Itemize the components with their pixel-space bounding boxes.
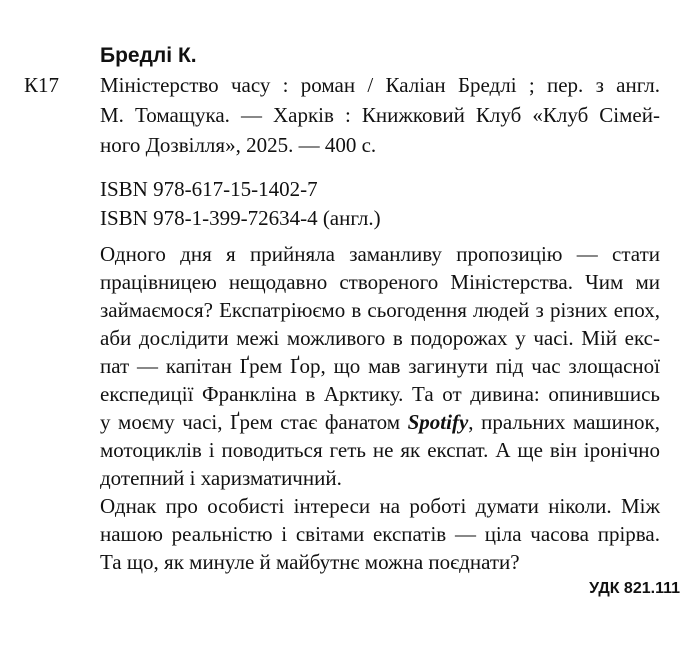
annotation-p1-line-9: дотепний і харизматичний.	[100, 466, 342, 490]
annotation-p1-line-5: пат — капітан Ґрем Ґор, що мав загинути під час злощасної	[100, 354, 660, 378]
annotation-p1-line-8: мотоциклів і поводиться геть не як експат. А ще він іронічно	[100, 438, 660, 462]
biblio-line-2: М. Томащука. — Харків : Книжковий Клуб «Клуб Сімей-	[100, 103, 660, 127]
annotation-p1-line-3: займаємося? Експатріюємо в сьогодення людей з різних епох,	[100, 298, 660, 322]
author-heading: Бредлі К.	[100, 44, 197, 67]
annotation-p2-line-1: Однак про особисті інтереси на роботі думати ніколи. Між	[100, 494, 660, 518]
annotation-p1-line-7	[100, 408, 660, 436]
udk-code: УДК 821.111	[589, 580, 680, 597]
annotation-p1-line-2: працівницею нещодавно створеного Міністерства. Чим ми	[100, 270, 660, 294]
annotation-p1-line-7-after: , пральних машинок,	[468, 410, 661, 434]
annotation-p1-line-6: експедиції Франкліна в Арктику. Та от дивина: опинившись	[100, 382, 660, 406]
annotation-p1-line-1: Одного дня я прийняла заманливу пропозицію — стати	[100, 242, 660, 266]
annotation-p2-line-2: нашою реальністю і світами експатів — ціла часова прірва.	[100, 522, 660, 546]
isbn-line-2: ISBN 978-1-399-72634-4 (англ.)	[100, 206, 381, 230]
spotify-brand-text: Spotify	[407, 410, 469, 434]
annotation-p2-line-3: Та що, як минуле й майбутнє можна поєднати?	[100, 550, 520, 574]
biblio-line-3: ного Дозвілля», 2025. — 400 с.	[100, 133, 377, 157]
annotation-p1-line-7-before: у моєму часі, Ґрем стає фанатом	[100, 410, 408, 434]
annotation-p1-line-4: аби дослідити межі можливого в подорожах у часі. Мій екс-	[100, 326, 660, 350]
shelf-mark: К17	[24, 73, 60, 97]
isbn-line-1: ISBN 978-617-15-1402-7	[100, 177, 318, 201]
biblio-line-1: Міністерство часу : роман / Каліан Бредлі ; пер. з англ.	[100, 73, 660, 97]
